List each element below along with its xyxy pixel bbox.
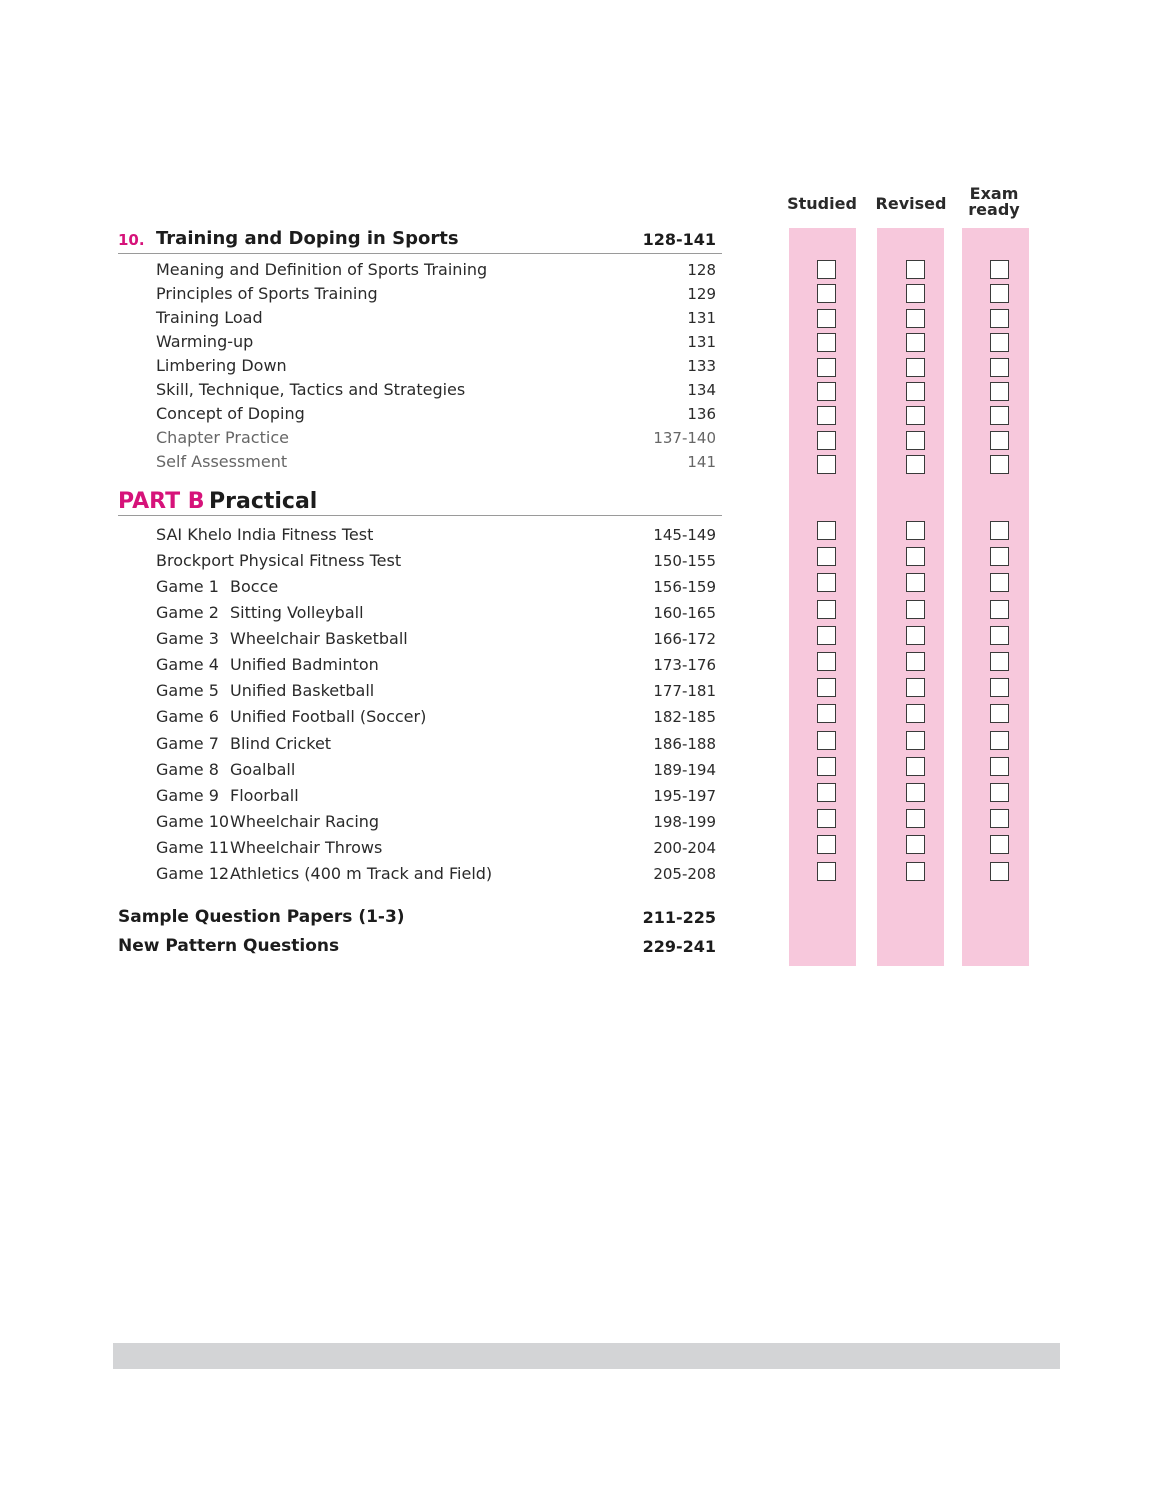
topic-title: Limbering Down: [156, 356, 287, 375]
studied-checkbox[interactable]: [817, 284, 836, 303]
studied-checkbox[interactable]: [817, 652, 836, 671]
game-name: Blind Cricket: [230, 734, 332, 753]
game-pages: 166-172: [653, 630, 716, 648]
test-pages: 145-149: [653, 526, 716, 544]
revised-checkbox[interactable]: [906, 573, 925, 592]
topic-pages: 131: [687, 333, 716, 351]
game-label: Game 3: [156, 629, 219, 648]
studied-checkbox[interactable]: [817, 573, 836, 592]
exam-ready-checkbox[interactable]: [990, 406, 1009, 425]
game-label: Game 7: [156, 734, 219, 753]
topic-pages: 136: [687, 405, 716, 423]
game-pages: 200-204: [653, 839, 716, 857]
topic-title: Training Load: [156, 308, 263, 327]
revised-checkbox[interactable]: [906, 455, 925, 474]
studied-column-header: Studied: [787, 194, 857, 213]
exam-ready-checkbox[interactable]: [990, 358, 1009, 377]
topic-title: Warming-up: [156, 332, 254, 351]
revised-checkbox[interactable]: [906, 547, 925, 566]
exam-ready-checkbox[interactable]: [990, 652, 1009, 671]
game-label: Game 11: [156, 838, 230, 857]
topic-pages: 141: [687, 453, 716, 471]
game-name: Floorball: [230, 786, 299, 805]
revised-column-header: Revised: [875, 194, 947, 213]
topic-title: Skill, Technique, Tactics and Strategies: [156, 380, 466, 399]
chapter-title: Training and Doping in Sports: [156, 228, 459, 249]
chapter-number: 10.: [118, 231, 145, 249]
game-pages: 156-159: [653, 578, 716, 596]
exam-ready-checkbox[interactable]: [990, 678, 1009, 697]
studied-checkbox[interactable]: [817, 455, 836, 474]
studied-checkbox[interactable]: [817, 406, 836, 425]
studied-checkbox[interactable]: [817, 358, 836, 377]
revised-checkbox[interactable]: [906, 835, 925, 854]
part-b-title: Practical: [209, 489, 318, 514]
revised-checkbox[interactable]: [906, 333, 925, 352]
exam-ready-line2: ready: [968, 200, 1020, 219]
studied-checkbox[interactable]: [817, 678, 836, 697]
extra-pages: 229-241: [642, 937, 716, 956]
exam-ready-checkbox[interactable]: [990, 284, 1009, 303]
exam-ready-checkbox[interactable]: [990, 573, 1009, 592]
exam-ready-checkbox[interactable]: [990, 382, 1009, 401]
footer-bar: [113, 1343, 1060, 1369]
revised-checkbox[interactable]: [906, 783, 925, 802]
extra-title: New Pattern Questions: [118, 936, 340, 956]
studied-checkbox[interactable]: [817, 600, 836, 619]
exam-ready-checkbox[interactable]: [990, 260, 1009, 279]
exam-ready-checkbox[interactable]: [990, 731, 1009, 750]
game-pages: 173-176: [653, 656, 716, 674]
studied-checkbox[interactable]: [817, 382, 836, 401]
exam-ready-checkbox[interactable]: [990, 521, 1009, 540]
studied-checkbox[interactable]: [817, 757, 836, 776]
game-label: Game 5: [156, 681, 219, 700]
revised-checkbox[interactable]: [906, 309, 925, 328]
game-name: Sitting Volleyball: [230, 603, 364, 622]
revised-checkbox[interactable]: [906, 406, 925, 425]
topic-title: Concept of Doping: [156, 404, 305, 423]
revised-checkbox[interactable]: [906, 731, 925, 750]
studied-checkbox[interactable]: [817, 521, 836, 540]
revised-checkbox[interactable]: [906, 382, 925, 401]
topic-title: Principles of Sports Training: [156, 284, 378, 303]
game-name: Wheelchair Racing: [230, 812, 380, 831]
revised-checkbox[interactable]: [906, 862, 925, 881]
topic-title: Chapter Practice: [156, 428, 289, 447]
revised-checkbox[interactable]: [906, 521, 925, 540]
revised-checkbox[interactable]: [906, 704, 925, 723]
game-name: Unified Basketball: [230, 681, 375, 700]
game-name: Unified Badminton: [230, 655, 379, 674]
topic-pages: 137-140: [653, 429, 716, 447]
studied-checkbox[interactable]: [817, 809, 836, 828]
studied-checkbox[interactable]: [817, 835, 836, 854]
revised-checkbox[interactable]: [906, 678, 925, 697]
studied-checkbox[interactable]: [817, 333, 836, 352]
studied-checkbox[interactable]: [817, 731, 836, 750]
extra-title: Sample Question Papers (1-3): [118, 907, 405, 927]
topic-pages: 134: [687, 381, 716, 399]
game-pages: 195-197: [653, 787, 716, 805]
topic-pages: 133: [687, 357, 716, 375]
exam-ready-checkbox[interactable]: [990, 333, 1009, 352]
revised-checkbox[interactable]: [906, 757, 925, 776]
studied-checkbox[interactable]: [817, 431, 836, 450]
game-pages: 182-185: [653, 708, 716, 726]
exam-ready-checkbox[interactable]: [990, 757, 1009, 776]
exam-ready-checkbox[interactable]: [990, 309, 1009, 328]
revised-checkbox[interactable]: [906, 809, 925, 828]
game-label: Game 9: [156, 786, 219, 805]
revised-checkbox[interactable]: [906, 358, 925, 377]
extra-pages: 211-225: [642, 908, 716, 927]
game-name: Unified Football (Soccer): [230, 707, 427, 726]
game-label: Game 10: [156, 812, 230, 831]
exam-ready-checkbox[interactable]: [990, 835, 1009, 854]
exam-ready-column-header: [958, 186, 1030, 218]
game-label: Game 2: [156, 603, 219, 622]
game-label: Game 8: [156, 760, 219, 779]
revised-checkbox[interactable]: [906, 652, 925, 671]
exam-ready-checkbox[interactable]: [990, 783, 1009, 802]
topic-title: Self Assessment: [156, 452, 288, 471]
part-b-divider: [118, 515, 722, 516]
revised-checkbox[interactable]: [906, 260, 925, 279]
exam-ready-checkbox[interactable]: [990, 704, 1009, 723]
exam-ready-checkbox[interactable]: [990, 862, 1009, 881]
studied-checkbox[interactable]: [817, 626, 836, 645]
studied-checkbox[interactable]: [817, 862, 836, 881]
test-title: SAI Khelo India Fitness Test: [156, 525, 374, 544]
topic-pages: 129: [687, 285, 716, 303]
exam-ready-line1: Exam: [969, 184, 1019, 203]
exam-ready-checkbox[interactable]: [990, 455, 1009, 474]
exam-ready-checkbox[interactable]: [990, 547, 1009, 566]
revised-checkbox[interactable]: [906, 600, 925, 619]
game-name: Bocce: [230, 577, 279, 596]
game-pages: 198-199: [653, 813, 716, 831]
game-pages: 177-181: [653, 682, 716, 700]
studied-checkbox[interactable]: [817, 547, 836, 566]
topic-pages: 131: [687, 309, 716, 327]
game-name: Athletics (400 m Track and Field): [230, 864, 493, 883]
game-label: Game 12: [156, 864, 230, 883]
game-name: Wheelchair Throws: [230, 838, 383, 857]
game-label: Game 6: [156, 707, 219, 726]
studied-checkbox[interactable]: [817, 260, 836, 279]
game-pages: 160-165: [653, 604, 716, 622]
topic-pages: 128: [687, 261, 716, 279]
test-title: Brockport Physical Fitness Test: [156, 551, 402, 570]
revised-checkbox[interactable]: [906, 284, 925, 303]
exam-ready-checkbox[interactable]: [990, 809, 1009, 828]
exam-ready-checkbox[interactable]: [990, 431, 1009, 450]
game-pages: 189-194: [653, 761, 716, 779]
topic-title: Meaning and Definition of Sports Training: [156, 260, 488, 279]
game-label: Game 4: [156, 655, 219, 674]
studied-checkbox[interactable]: [817, 704, 836, 723]
part-b-label: PART B: [118, 489, 205, 514]
game-pages: 205-208: [653, 865, 716, 883]
game-pages: 186-188: [653, 735, 716, 753]
exam-ready-checkbox[interactable]: [990, 600, 1009, 619]
revised-checkbox[interactable]: [906, 431, 925, 450]
chapter-pages: 128-141: [642, 230, 716, 249]
game-name: Goalball: [230, 760, 296, 779]
game-label: Game 1: [156, 577, 219, 596]
revised-checkbox[interactable]: [906, 626, 925, 645]
exam-ready-checkbox[interactable]: [990, 626, 1009, 645]
studied-checkbox[interactable]: [817, 783, 836, 802]
studied-checkbox[interactable]: [817, 309, 836, 328]
game-name: Wheelchair Basketball: [230, 629, 408, 648]
chapter-divider: [118, 253, 722, 254]
test-pages: 150-155: [653, 552, 716, 570]
